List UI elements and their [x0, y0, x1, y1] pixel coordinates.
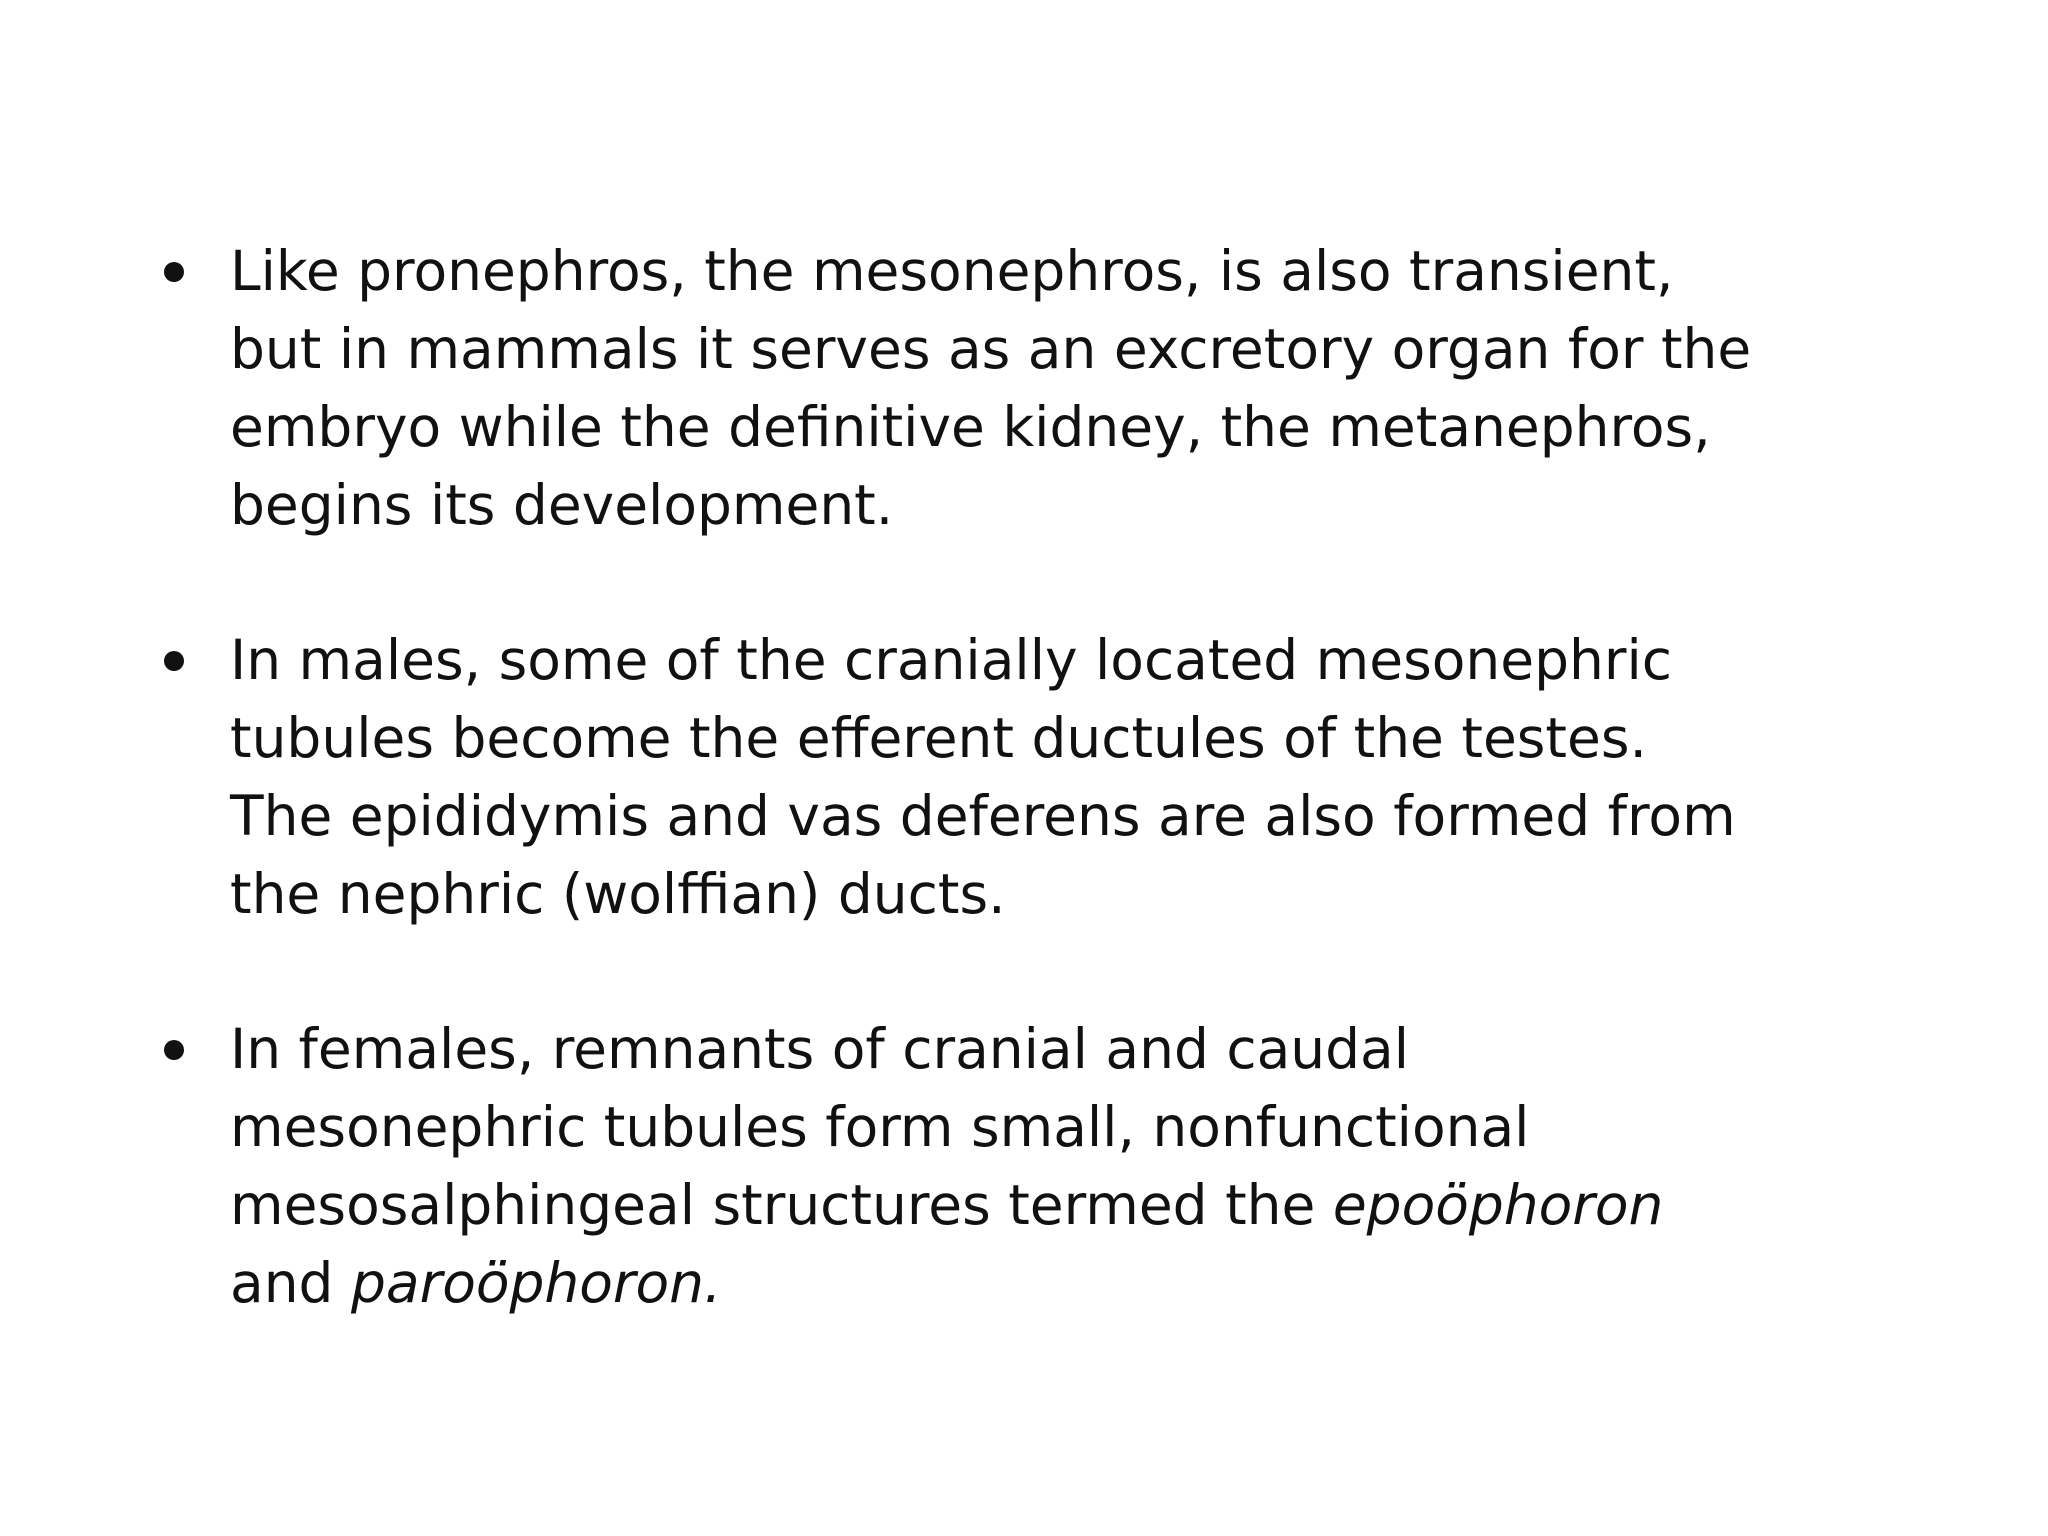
- bullet-2-line-1: In males, some of the cranially located mesonephric: [230, 628, 1673, 692]
- bullet-1-line-4: begins its development.: [230, 473, 894, 537]
- bullet-3-line-4-text: and: [230, 1251, 351, 1315]
- bullet-2-line-4: the nephric (wolffian) ducts.: [230, 862, 1006, 926]
- bullet-3-line-3-text: mesosalphingeal structures termed the: [230, 1173, 1333, 1237]
- bullet-3-line-4: [230, 1244, 1910, 1322]
- term-epoophoron: epoöphoron: [1332, 1173, 1664, 1237]
- bullet-item-mesonephros-transient: [150, 232, 1910, 544]
- bullet-3-line-1: In females, remnants of cranial and caudal: [230, 1017, 1410, 1081]
- bullet-dot-icon: [164, 1040, 184, 1060]
- bullet-2-line-3: The epididymis and vas deferens are also formed from: [230, 784, 1736, 848]
- bullet-1-line-2: but in mammals it serves as an excretory organ for the: [230, 317, 1752, 381]
- bullet-1-line-1: Like pronephros, the mesonephros, is also transient,: [230, 239, 1674, 303]
- bullet-item-males: [150, 621, 1910, 933]
- bullet-list: [150, 232, 1910, 1322]
- bullet-dot-icon: [164, 651, 184, 671]
- bullet-dot-icon: [164, 262, 184, 282]
- bullet-3-line-3: [230, 1166, 1910, 1244]
- bullet-3-line-2: mesonephric tubules form small, nonfunctional: [230, 1095, 1530, 1159]
- bullet-2-line-2: tubules become the efferent ductules of the testes.: [230, 706, 1647, 770]
- term-paroophoron: paroöphoron.: [350, 1251, 722, 1315]
- bullet-1-line-3: embryo while the definitive kidney, the metanephros,: [230, 395, 1711, 459]
- bullet-item-females: [150, 1010, 1910, 1322]
